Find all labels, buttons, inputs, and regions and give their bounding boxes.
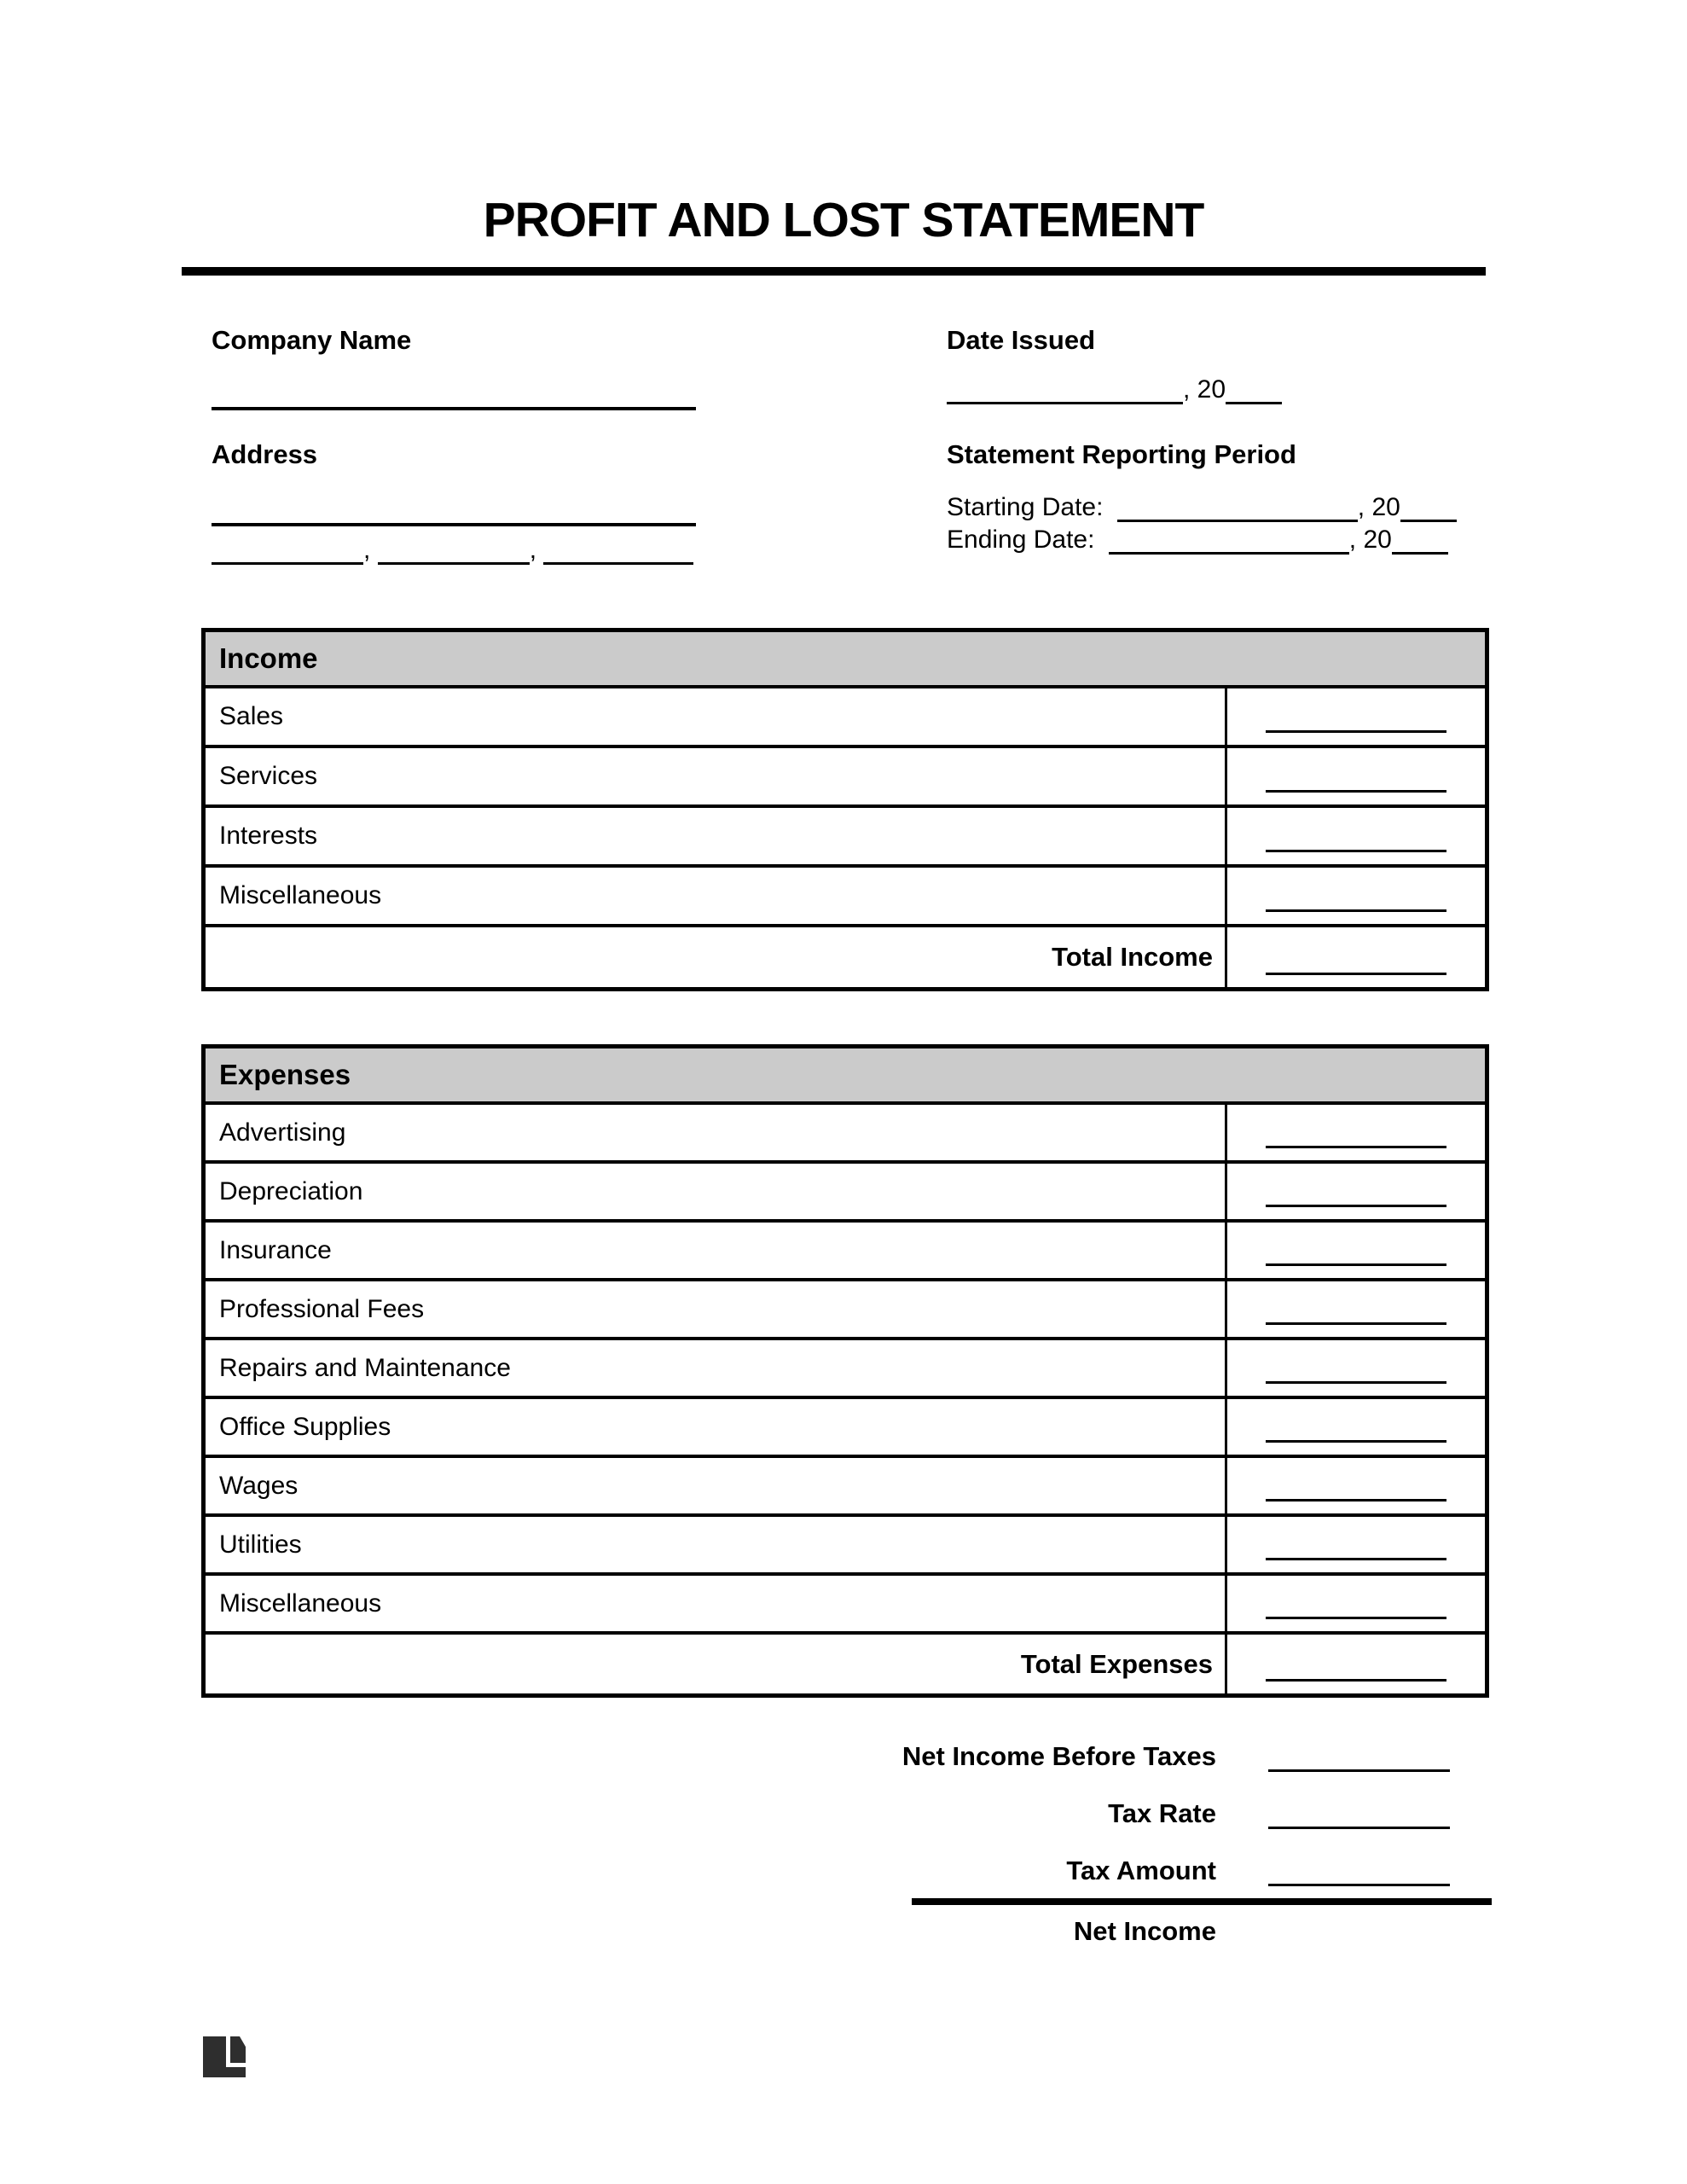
net-income-before-taxes-blank-line[interactable]	[1268, 1744, 1450, 1772]
amount-blank-line[interactable]	[1266, 1679, 1446, 1682]
amount-cell	[1227, 688, 1485, 745]
address-street-blank-line[interactable]	[212, 523, 696, 526]
table-row	[206, 1517, 1485, 1576]
year-prefix: , 20	[1183, 375, 1226, 404]
table-row	[206, 1340, 1485, 1399]
table-row	[206, 1223, 1485, 1281]
tax-rate-label: Tax Rate	[1108, 1798, 1216, 1828]
expense-row-label: Repairs and Maintenance	[206, 1340, 1227, 1396]
amount-blank-line[interactable]	[1266, 1381, 1446, 1384]
tax-amount-label: Tax Amount	[1066, 1856, 1216, 1885]
net-income-before-taxes-row	[0, 1740, 1450, 1773]
amount-cell	[1227, 748, 1485, 804]
company-name-blank-line[interactable]	[212, 407, 696, 410]
table-row	[206, 868, 1485, 927]
logo-left-bar	[203, 2036, 226, 2077]
table-row	[206, 1576, 1485, 1635]
income-table	[201, 628, 1489, 991]
comma-separator: ,	[529, 536, 537, 564]
table-row	[206, 748, 1485, 808]
starting-date-year-blank-line[interactable]	[1400, 494, 1457, 522]
page-title: PROFIT AND LOST STATEMENT	[483, 193, 1204, 247]
net-income-divider	[912, 1898, 1492, 1905]
expense-row-label: Office Supplies	[206, 1399, 1227, 1455]
date-issued-year-blank-line[interactable]	[1226, 376, 1282, 404]
amount-cell	[1227, 1517, 1485, 1572]
legal-templates-logo-icon	[203, 2036, 246, 2077]
amount-cell	[1227, 1281, 1485, 1337]
tax-rate-row	[0, 1798, 1450, 1830]
table-row	[206, 808, 1485, 868]
logo-foot-bar	[226, 2067, 246, 2077]
table-row	[206, 1458, 1485, 1517]
amount-blank-line[interactable]	[1266, 909, 1446, 912]
amount-blank-line[interactable]	[1266, 1263, 1446, 1266]
starting-date-row	[947, 491, 1457, 524]
amount-blank-line[interactable]	[1266, 1146, 1446, 1148]
net-income-row	[0, 1915, 1216, 1948]
income-total-label: Total Income	[206, 927, 1227, 987]
reporting-period-label: Statement Reporting Period	[947, 439, 1296, 469]
amount-cell	[1227, 808, 1485, 864]
logo-document-shape	[230, 2036, 246, 2063]
ending-date-label: Ending Date:	[947, 526, 1095, 554]
amount-blank-line[interactable]	[1266, 973, 1446, 975]
expenses-table	[201, 1044, 1489, 1698]
amount-cell	[1227, 1576, 1485, 1631]
amount-blank-line[interactable]	[1266, 1322, 1446, 1325]
company-name-label: Company Name	[212, 325, 412, 355]
amount-blank-line[interactable]	[1266, 1205, 1446, 1207]
amount-blank-line[interactable]	[1266, 1558, 1446, 1560]
tax-amount-row	[0, 1855, 1450, 1887]
date-issued-label: Date Issued	[947, 325, 1096, 355]
ending-date-year-blank-line[interactable]	[1392, 526, 1448, 555]
amount-cell	[1227, 868, 1485, 924]
address-zip-blank-line[interactable]	[543, 537, 693, 565]
expenses-table-header	[206, 1048, 1485, 1105]
table-row	[206, 1399, 1485, 1458]
amount-cell	[1227, 1105, 1485, 1160]
expense-row-label: Wages	[206, 1458, 1227, 1513]
amount-blank-line[interactable]	[1266, 1617, 1446, 1619]
income-row-label: Sales	[206, 688, 1227, 745]
expense-row-label: Miscellaneous	[206, 1576, 1227, 1631]
amount-cell	[1227, 1223, 1485, 1278]
table-row-total	[206, 1635, 1485, 1693]
amount-blank-line[interactable]	[1266, 790, 1446, 793]
expense-row-label: Depreciation	[206, 1164, 1227, 1219]
title-divider	[182, 267, 1486, 276]
tax-amount-blank-line[interactable]	[1268, 1858, 1450, 1886]
amount-cell	[1227, 1399, 1485, 1455]
starting-date-label: Starting Date:	[947, 493, 1104, 521]
address-state-blank-line[interactable]	[378, 537, 530, 565]
ending-date-blank-line[interactable]	[1109, 526, 1349, 555]
amount-cell	[1227, 1340, 1485, 1396]
expense-row-label: Professional Fees	[206, 1281, 1227, 1337]
comma-separator: ,	[363, 536, 371, 564]
table-row-total	[206, 927, 1485, 987]
date-issued-row	[947, 374, 1282, 406]
starting-date-blank-line[interactable]	[1117, 494, 1358, 522]
net-income-label: Net Income	[1073, 1916, 1216, 1946]
income-table-header	[206, 632, 1485, 688]
amount-blank-line[interactable]	[1266, 1440, 1446, 1443]
address-city-blank-line[interactable]	[212, 537, 363, 565]
expense-row-label: Advertising	[206, 1105, 1227, 1160]
expense-row-label: Utilities	[206, 1517, 1227, 1572]
table-row	[206, 1105, 1485, 1164]
income-row-label: Services	[206, 748, 1227, 804]
amount-blank-line[interactable]	[1266, 1499, 1446, 1502]
ending-date-row	[947, 524, 1448, 556]
expenses-header-label: Expenses	[219, 1059, 351, 1090]
table-row	[206, 688, 1485, 748]
net-income-before-taxes-label: Net Income Before Taxes	[901, 1741, 1216, 1771]
table-row	[206, 1164, 1485, 1223]
amount-blank-line[interactable]	[1266, 850, 1446, 852]
amount-cell	[1227, 1635, 1485, 1693]
amount-cell	[1227, 1458, 1485, 1513]
income-row-label: Interests	[206, 808, 1227, 864]
amount-cell	[1227, 1164, 1485, 1219]
table-row	[206, 1281, 1485, 1340]
income-row-label: Miscellaneous	[206, 868, 1227, 924]
amount-blank-line[interactable]	[1266, 730, 1446, 733]
expenses-total-label: Total Expenses	[206, 1635, 1227, 1693]
address-label: Address	[212, 439, 318, 469]
date-issued-blank-line[interactable]	[947, 376, 1183, 404]
expense-row-label: Insurance	[206, 1223, 1227, 1278]
amount-cell	[1227, 927, 1485, 987]
income-header-label: Income	[219, 642, 318, 674]
address-city-state-zip-row	[212, 534, 723, 566]
year-prefix: , 20	[1348, 526, 1392, 554]
year-prefix: , 20	[1357, 493, 1400, 521]
tax-rate-blank-line[interactable]	[1268, 1801, 1450, 1829]
